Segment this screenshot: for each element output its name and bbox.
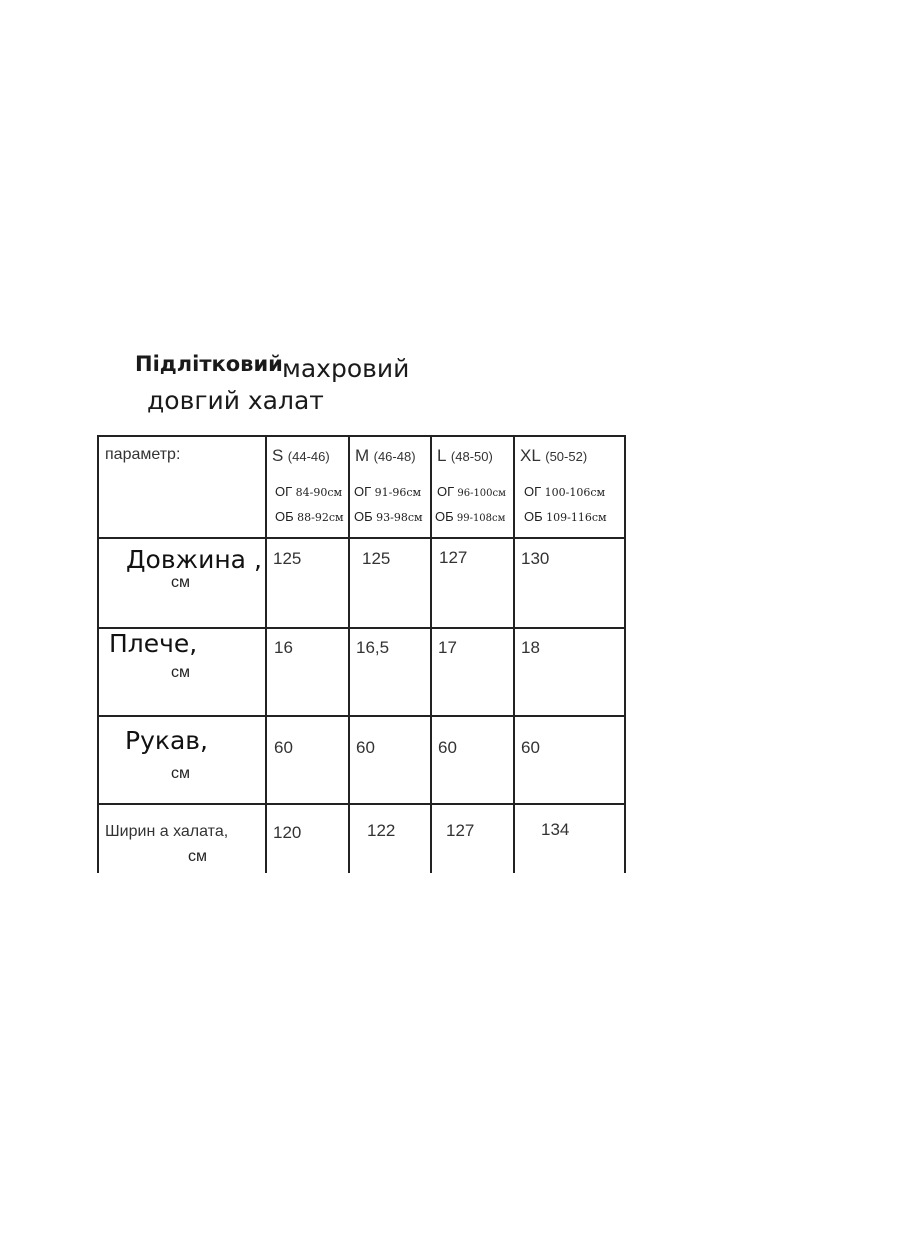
cell-value: 127: [446, 821, 475, 840]
size-header-s: [272, 446, 330, 466]
table-line: [97, 715, 625, 717]
size-range: (46-48): [373, 449, 416, 464]
cell-value: 16,5: [356, 638, 390, 657]
table-line: [348, 435, 350, 873]
og-measure: ОГ 96-100см: [437, 484, 506, 499]
table-line: [430, 435, 432, 873]
table-line: [97, 537, 625, 539]
row-label-shoulder: Плече,: [109, 629, 198, 658]
cell-value: 120: [273, 823, 302, 842]
row-unit: см: [171, 765, 190, 782]
size-code: S: [272, 446, 284, 465]
ob-measure: ОБ 99-108см: [435, 509, 506, 524]
table-line: [624, 435, 626, 873]
table-line: [265, 435, 267, 873]
title-line1-bold: Підлітковий: [135, 352, 283, 376]
title-line1-rest: махровий: [282, 354, 410, 383]
ob-measure: ОБ 93-98см: [354, 509, 423, 524]
cell-value: 130: [521, 549, 550, 568]
ob-measure: ОБ 109-116см: [524, 509, 607, 524]
og-measure: ОГ 91-96см: [354, 484, 422, 499]
cell-value: 60: [438, 738, 457, 757]
cell-value: 60: [521, 738, 540, 757]
cell-value: 125: [273, 549, 302, 568]
cell-value: 17: [438, 638, 457, 657]
row-label-sleeve: Рукав,: [125, 726, 208, 755]
size-range: (50-52): [545, 449, 588, 464]
table-line: [97, 435, 625, 437]
size-range: (48-50): [450, 449, 493, 464]
row-unit: см: [171, 574, 190, 591]
size-code: XL: [520, 446, 541, 465]
cell-value: 122: [367, 821, 396, 840]
cell-value: 125: [362, 549, 391, 568]
param-header: параметр:: [105, 446, 181, 463]
row-label-width: Ширин а халата,: [105, 823, 229, 840]
row-unit: см: [188, 848, 207, 865]
size-header-l: [437, 446, 493, 466]
size-range: (44-46): [287, 449, 330, 464]
size-code: L: [437, 446, 447, 465]
cell-value: 60: [274, 738, 293, 757]
table-line: [513, 435, 515, 873]
size-header-m: [355, 446, 416, 466]
row-label-length: Довжина ,: [126, 545, 262, 574]
row-unit: см: [171, 664, 190, 681]
table-line: [97, 803, 625, 805]
size-code: M: [355, 446, 370, 465]
table-line: [97, 435, 99, 873]
cell-value: 16: [274, 638, 293, 657]
cell-value: 127: [439, 548, 468, 567]
ob-measure: ОБ 88-92см: [275, 509, 344, 524]
title-line2: довгий халат: [147, 386, 324, 415]
og-measure: ОГ 84-90см: [275, 484, 343, 499]
cell-value: 134: [541, 820, 570, 839]
cell-value: 18: [521, 638, 540, 657]
cell-value: 60: [356, 738, 375, 757]
size-header-xl: [520, 446, 587, 466]
og-measure: ОГ 100-106см: [524, 484, 606, 499]
